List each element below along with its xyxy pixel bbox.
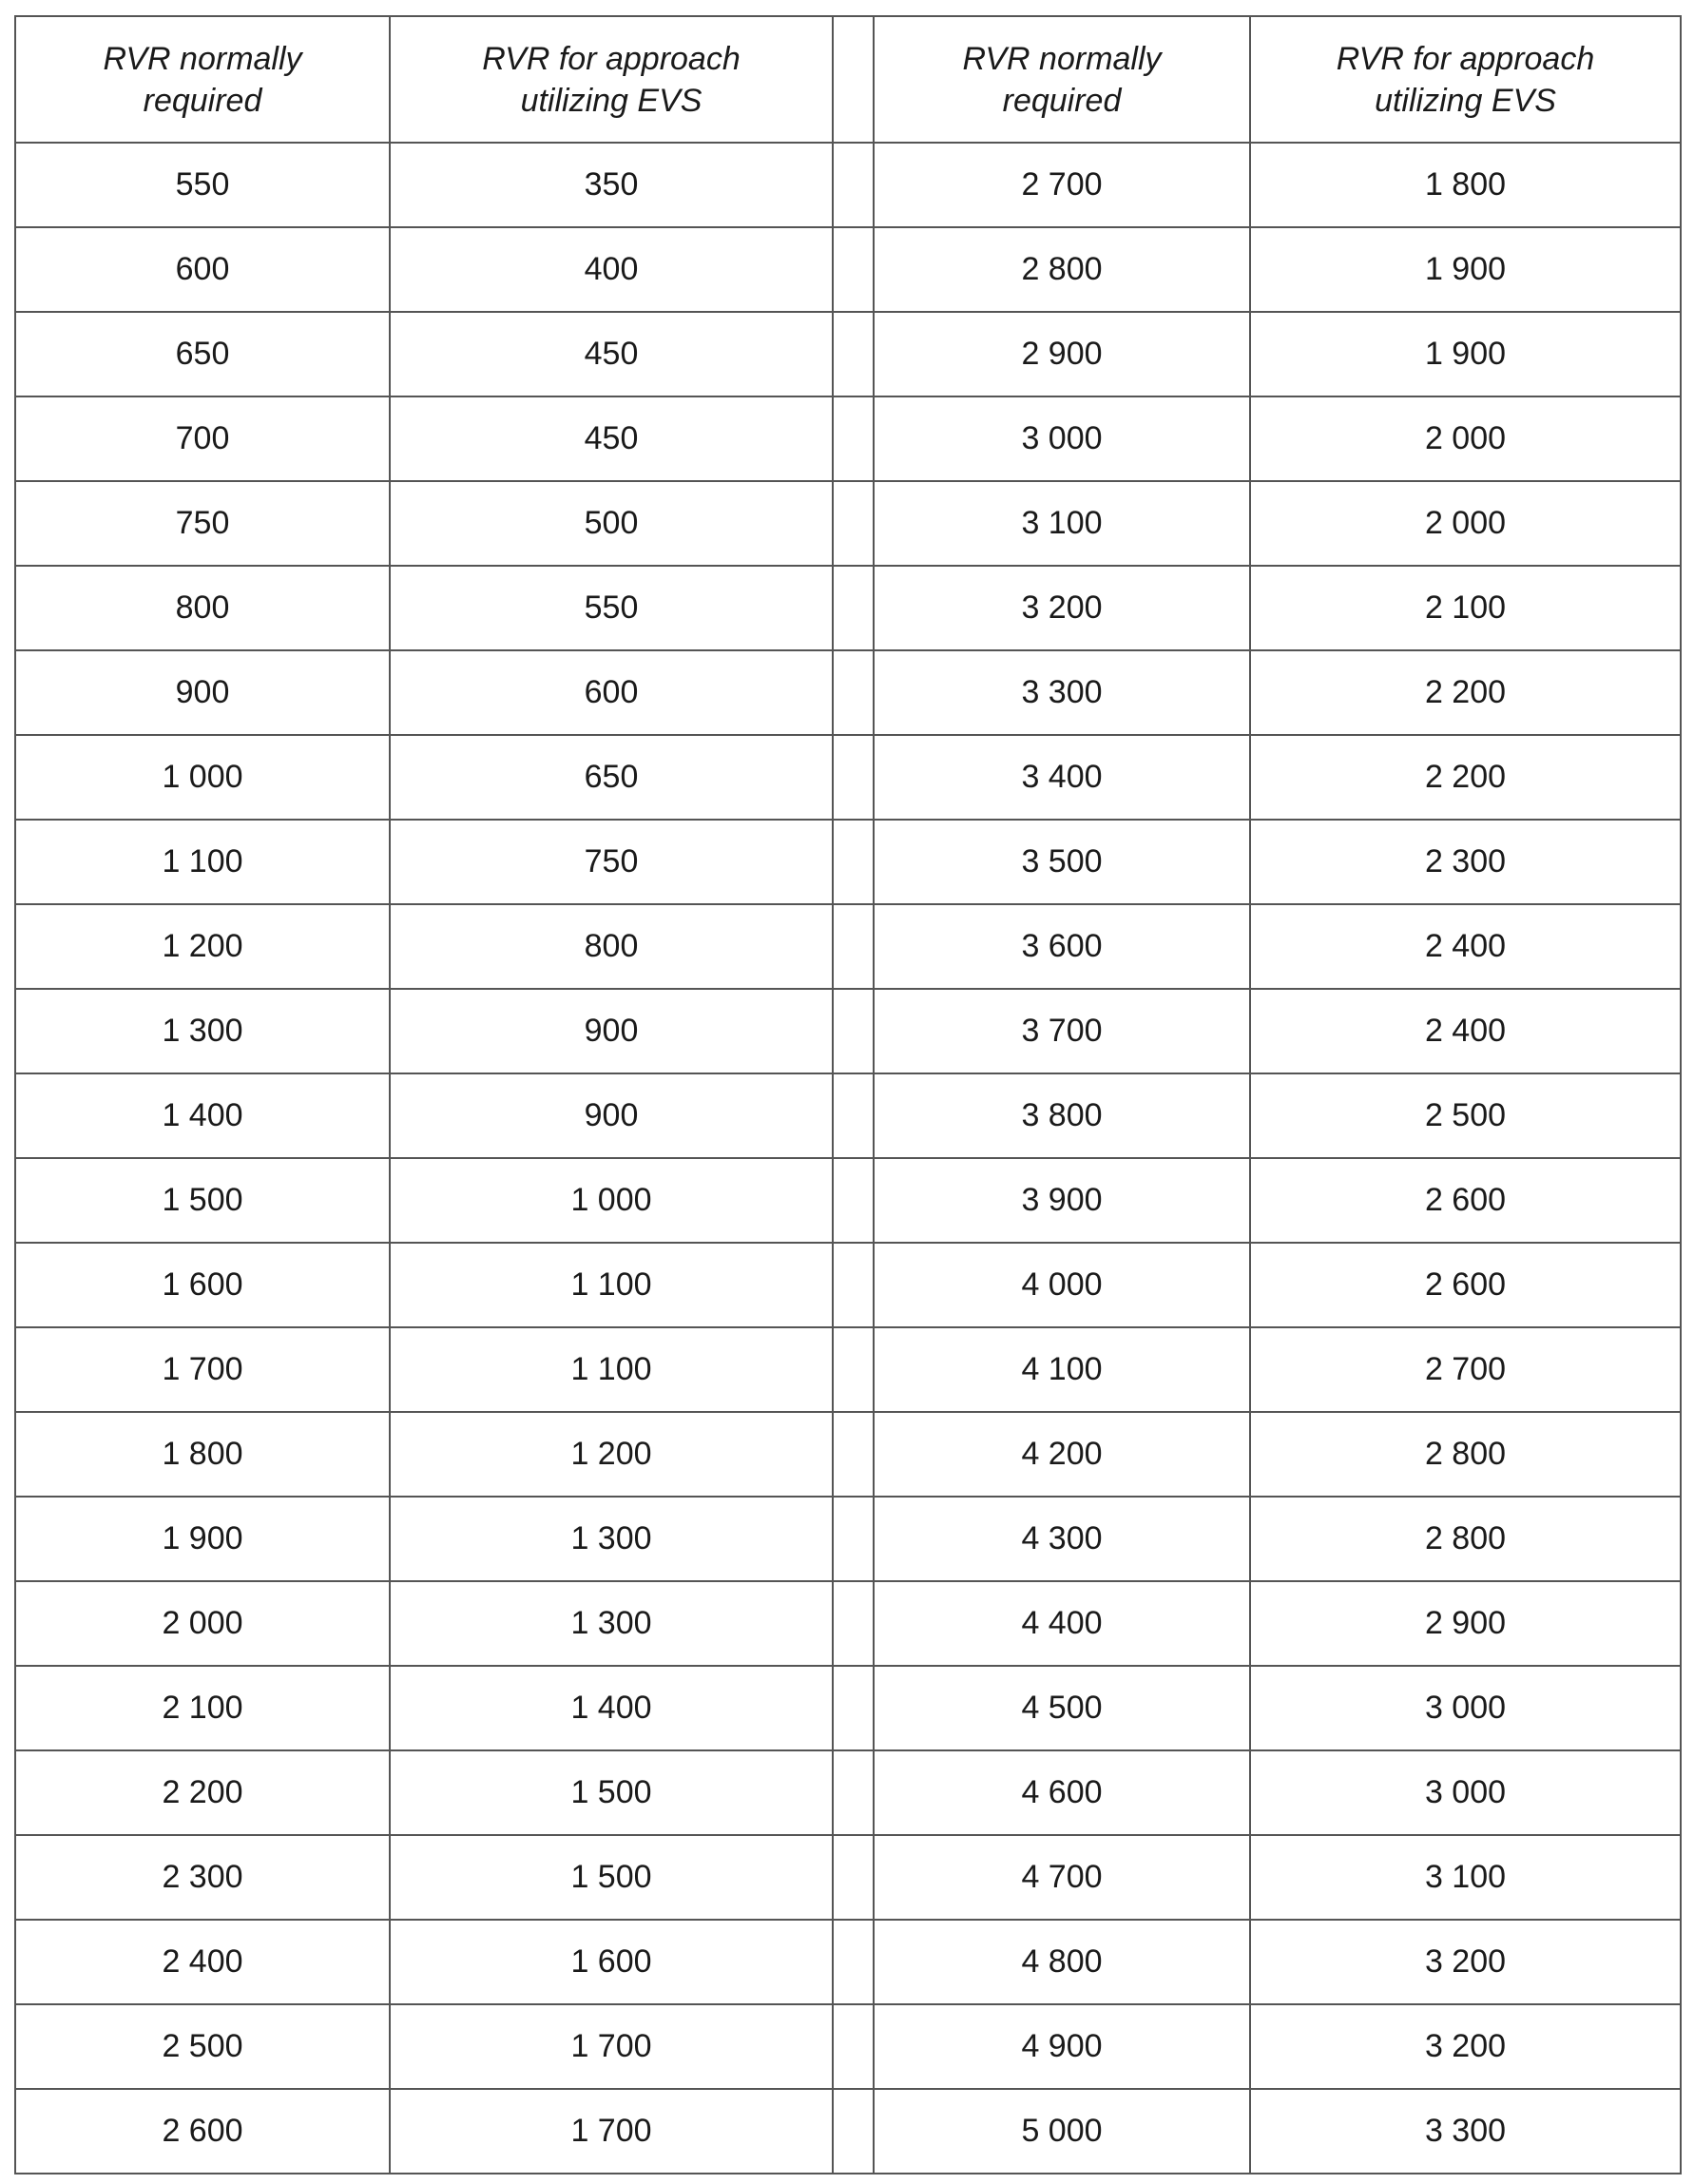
header-line: RVR for approach [1336,40,1595,77]
table-row [15,650,1681,735]
spacer-cell [833,566,874,650]
rvr-evs-left-cell: 1 700 [390,2004,833,2089]
header-line: utilizing EVS [1375,82,1556,119]
table-row [15,1243,1681,1327]
rvr-normal-right-cell: 2 900 [874,312,1250,396]
rvr-evs-left-cell: 450 [390,396,833,481]
rvr-evs-right-cell: 2 900 [1250,1581,1681,1666]
header-spacer [833,16,874,143]
rvr-normal-right-cell: 4 400 [874,1581,1250,1666]
table-row [15,1750,1681,1835]
rvr-normal-right-cell: 3 800 [874,1073,1250,1158]
rvr-normal-left-cell: 1 300 [15,989,390,1073]
rvr-evs-right-cell: 2 400 [1250,989,1681,1073]
rvr-normal-left-cell: 800 [15,566,390,650]
rvr-evs-right-cell: 2 400 [1250,904,1681,989]
header-line: RVR for approach [482,40,741,77]
rvr-evs-left-cell: 1 500 [390,1835,833,1920]
spacer-cell [833,1158,874,1243]
table-row [15,1158,1681,1243]
spacer-cell [833,820,874,904]
rvr-evs-right-cell: 1 800 [1250,143,1681,227]
rvr-normal-left-cell: 2 300 [15,1835,390,1920]
spacer-cell [833,735,874,820]
rvr-normal-left-cell: 2 100 [15,1666,390,1750]
header-line: RVR normally [103,40,302,77]
table-row [15,227,1681,312]
header-rvr-evs-left [390,16,833,143]
rvr-normal-right-cell: 4 200 [874,1412,1250,1497]
table-body [15,143,1681,2174]
spacer-cell [833,1412,874,1497]
table-row [15,820,1681,904]
rvr-evs-left-cell: 900 [390,989,833,1073]
header-line: required [1002,82,1122,119]
rvr-evs-right-cell: 2 600 [1250,1243,1681,1327]
rvr-evs-right-cell: 2 800 [1250,1412,1681,1497]
rvr-evs-left-cell: 1 700 [390,2089,833,2174]
rvr-normal-right-cell: 4 500 [874,1666,1250,1750]
rvr-normal-right-cell: 3 100 [874,481,1250,566]
rvr-evs-right-cell: 3 300 [1250,2089,1681,2174]
rvr-normal-right-cell: 4 800 [874,1920,1250,2004]
spacer-cell [833,1581,874,1666]
rvr-evs-right-cell: 2 000 [1250,481,1681,566]
rvr-evs-left-cell: 1 100 [390,1243,833,1327]
table-row [15,143,1681,227]
table-row [15,1497,1681,1581]
spacer-cell [833,904,874,989]
spacer-cell [833,396,874,481]
rvr-normal-left-cell: 750 [15,481,390,566]
rvr-normal-right-cell: 3 300 [874,650,1250,735]
table-row [15,1073,1681,1158]
table-row [15,566,1681,650]
rvr-normal-right-cell: 3 600 [874,904,1250,989]
header-line: required [143,82,262,119]
rvr-evs-left-cell: 400 [390,227,833,312]
rvr-normal-left-cell: 2 000 [15,1581,390,1666]
rvr-normal-right-cell: 4 700 [874,1835,1250,1920]
rvr-evs-right-cell: 3 000 [1250,1750,1681,1835]
spacer-cell [833,227,874,312]
rvr-normal-left-cell: 1 700 [15,1327,390,1412]
header-line: RVR normally [962,40,1162,77]
rvr-normal-left-cell: 700 [15,396,390,481]
rvr-evs-left-cell: 550 [390,566,833,650]
rvr-evs-left-cell: 1 100 [390,1327,833,1412]
rvr-normal-right-cell: 3 500 [874,820,1250,904]
header-rvr-normally-required-right [874,16,1250,143]
spacer-cell [833,481,874,566]
header-row [15,16,1681,143]
table-row [15,735,1681,820]
rvr-normal-right-cell: 3 700 [874,989,1250,1073]
rvr-evs-right-cell: 3 100 [1250,1835,1681,1920]
spacer-cell [833,650,874,735]
table-row [15,1581,1681,1666]
rvr-evs-left-cell: 750 [390,820,833,904]
rvr-normal-left-cell: 900 [15,650,390,735]
table-row [15,1835,1681,1920]
rvr-normal-right-cell: 4 900 [874,2004,1250,2089]
rvr-evs-right-cell: 2 100 [1250,566,1681,650]
rvr-normal-left-cell: 600 [15,227,390,312]
spacer-cell [833,2004,874,2089]
rvr-normal-left-cell: 550 [15,143,390,227]
rvr-evs-left-cell: 1 000 [390,1158,833,1243]
rvr-normal-left-cell: 1 400 [15,1073,390,1158]
rvr-evs-left-cell: 1 400 [390,1666,833,1750]
rvr-evs-right-cell: 2 000 [1250,396,1681,481]
table-row [15,2004,1681,2089]
spacer-cell [833,1243,874,1327]
table-row [15,312,1681,396]
rvr-evs-right-cell: 2 200 [1250,735,1681,820]
rvr-evs-left-cell: 1 600 [390,1920,833,2004]
rvr-evs-table [14,15,1682,2174]
header-rvr-normally-required-left [15,16,390,143]
header-rvr-evs-right [1250,16,1681,143]
spacer-cell [833,1920,874,2004]
table-row [15,904,1681,989]
rvr-normal-left-cell: 650 [15,312,390,396]
rvr-normal-left-cell: 1 100 [15,820,390,904]
table-row [15,1327,1681,1412]
spacer-cell [833,1750,874,1835]
rvr-normal-right-cell: 2 800 [874,227,1250,312]
rvr-normal-left-cell: 1 800 [15,1412,390,1497]
rvr-evs-left-cell: 650 [390,735,833,820]
rvr-normal-right-cell: 4 100 [874,1327,1250,1412]
rvr-evs-left-cell: 1 300 [390,1581,833,1666]
spacer-cell [833,143,874,227]
rvr-normal-left-cell: 2 200 [15,1750,390,1835]
rvr-evs-left-cell: 1 300 [390,1497,833,1581]
table-row [15,2089,1681,2174]
rvr-evs-right-cell: 1 900 [1250,227,1681,312]
rvr-evs-right-cell: 2 800 [1250,1497,1681,1581]
rvr-evs-left-cell: 900 [390,1073,833,1158]
rvr-normal-right-cell: 4 300 [874,1497,1250,1581]
rvr-normal-left-cell: 1 500 [15,1158,390,1243]
rvr-normal-right-cell: 3 900 [874,1158,1250,1243]
rvr-evs-left-cell: 800 [390,904,833,989]
rvr-evs-right-cell: 2 500 [1250,1073,1681,1158]
rvr-normal-left-cell: 1 200 [15,904,390,989]
spacer-cell [833,1835,874,1920]
rvr-evs-left-cell: 1 500 [390,1750,833,1835]
rvr-evs-left-cell: 350 [390,143,833,227]
table-row [15,1666,1681,1750]
rvr-normal-right-cell: 4 600 [874,1750,1250,1835]
spacer-cell [833,312,874,396]
spacer-cell [833,1666,874,1750]
table-row [15,396,1681,481]
table-row [15,1412,1681,1497]
spacer-cell [833,989,874,1073]
rvr-normal-left-cell: 2 500 [15,2004,390,2089]
rvr-evs-right-cell: 1 900 [1250,312,1681,396]
rvr-evs-right-cell: 3 200 [1250,1920,1681,2004]
rvr-normal-left-cell: 2 600 [15,2089,390,2174]
table-row [15,989,1681,1073]
rvr-evs-left-cell: 1 200 [390,1412,833,1497]
rvr-normal-left-cell: 1 900 [15,1497,390,1581]
rvr-normal-right-cell: 2 700 [874,143,1250,227]
rvr-evs-right-cell: 3 000 [1250,1666,1681,1750]
spacer-cell [833,2089,874,2174]
spacer-cell [833,1073,874,1158]
table-row [15,481,1681,566]
rvr-evs-right-cell: 2 300 [1250,820,1681,904]
rvr-normal-right-cell: 3 000 [874,396,1250,481]
rvr-evs-right-cell: 3 200 [1250,2004,1681,2089]
rvr-evs-right-cell: 2 600 [1250,1158,1681,1243]
rvr-evs-right-cell: 2 200 [1250,650,1681,735]
rvr-normal-right-cell: 3 400 [874,735,1250,820]
spacer-cell [833,1327,874,1412]
rvr-normal-left-cell: 1 600 [15,1243,390,1327]
rvr-evs-left-cell: 450 [390,312,833,396]
header-line: utilizing EVS [520,82,703,119]
rvr-evs-right-cell: 2 700 [1250,1327,1681,1412]
spacer-cell [833,1497,874,1581]
table-row [15,1920,1681,2004]
rvr-normal-left-cell: 1 000 [15,735,390,820]
rvr-normal-left-cell: 2 400 [15,1920,390,2004]
table-header [15,16,1681,143]
rvr-evs-left-cell: 600 [390,650,833,735]
rvr-normal-right-cell: 4 000 [874,1243,1250,1327]
rvr-evs-left-cell: 500 [390,481,833,566]
rvr-normal-right-cell: 3 200 [874,566,1250,650]
rvr-normal-right-cell: 5 000 [874,2089,1250,2174]
